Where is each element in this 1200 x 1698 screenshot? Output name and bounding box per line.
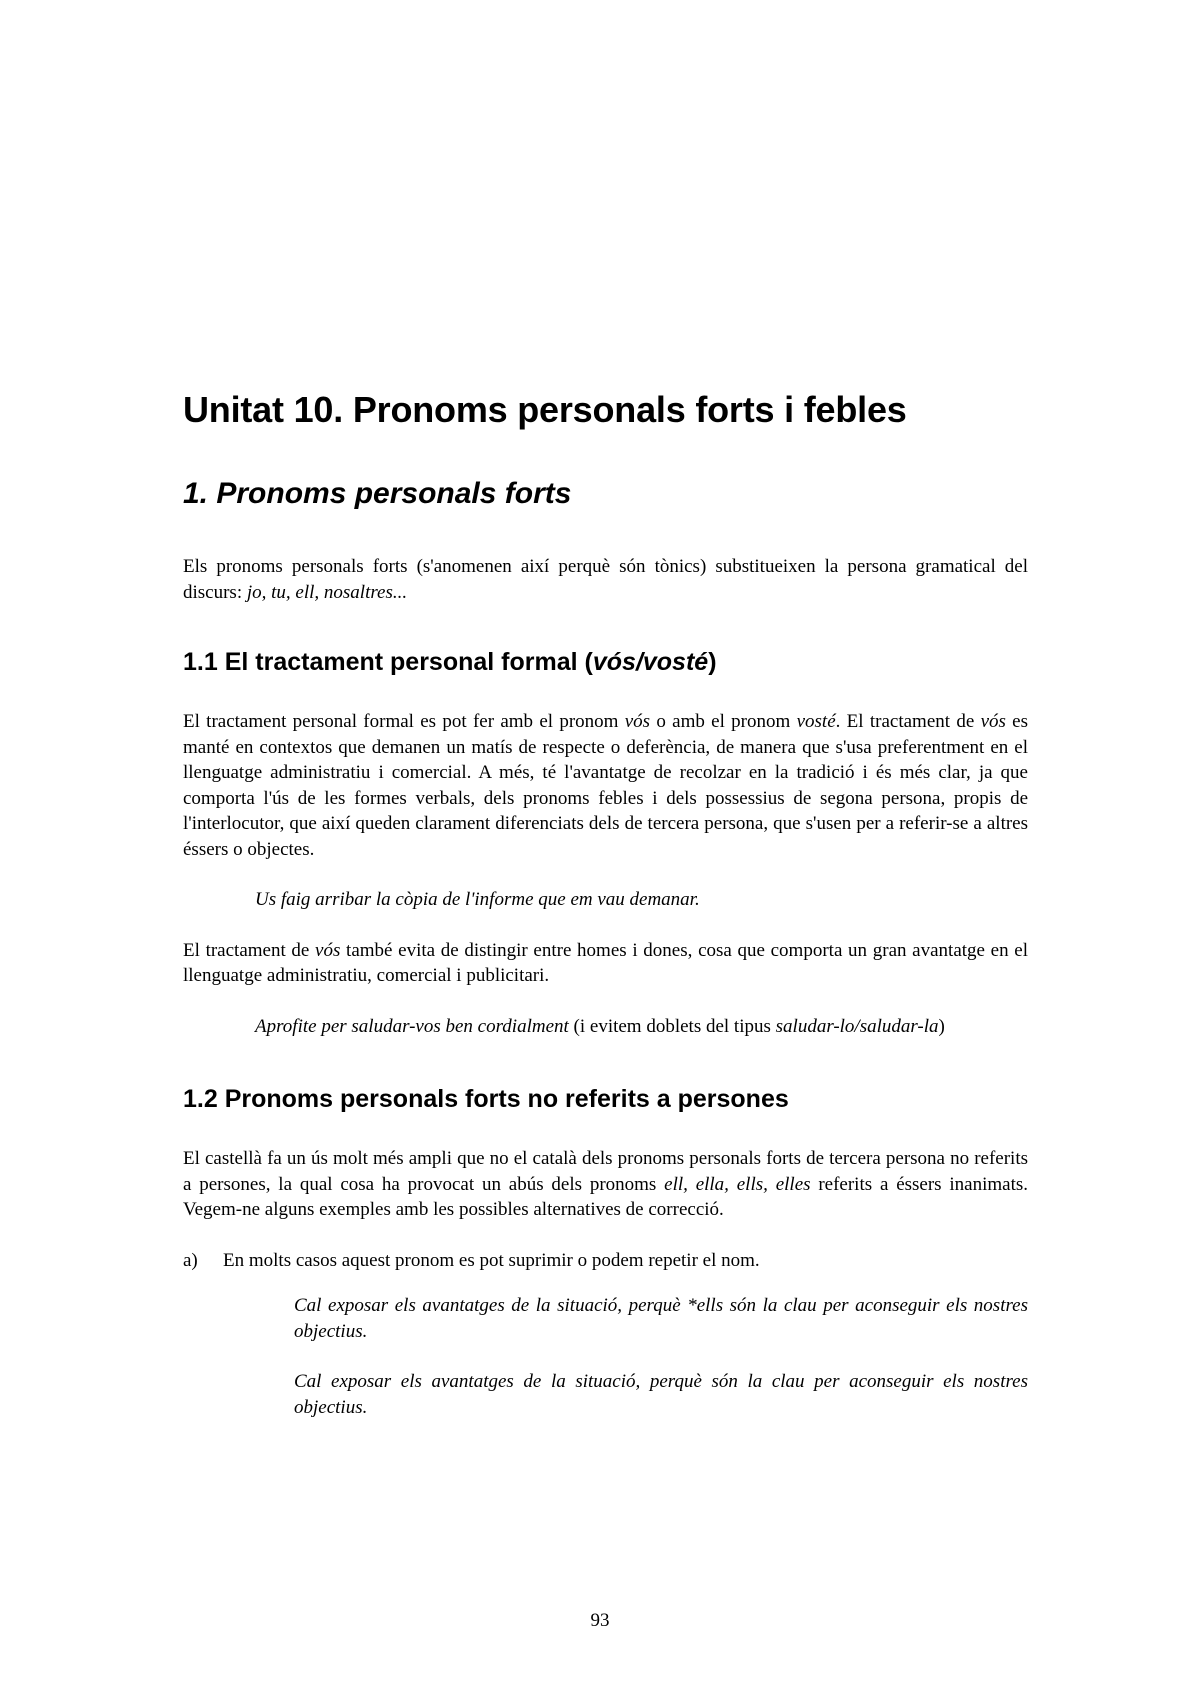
- example-1: Us faig arribar la còpia de l'informe que em vau demanar.: [255, 889, 700, 910]
- text-run-italic: vós: [315, 939, 341, 961]
- text-run: El castellà fa un ús molt més ampli que no el català dels pronoms personals forts de tercera persona no referits a persones, la qual cosa ha provocat un abús dels pronoms: [183, 1148, 1028, 1195]
- text-run-italic: saludar-lo/saludar-la: [775, 1015, 939, 1037]
- text-run: es manté en contextos que demanen un matís de respecte o deferència, de manera que s'usa preferentment en el llenguatge administratiu i comercial. A més, té l'avantatge de recolzar en la tradició i és més clar, ja que comporta l'ús de les formes verbals, dels pronoms febles i dels possessius de segona persona, propis de l'interlocutor, que així queden clarament diferenciats dels de tercera persona, que s'usen per a referir-se a altres éssers o objectes.: [183, 711, 1029, 860]
- list-item-a: [183, 1248, 1028, 1274]
- text-run: o amb el pronom: [650, 711, 797, 732]
- text-run-italic: ell, ella, ells, elles: [664, 1173, 811, 1195]
- example-2: [255, 1014, 1028, 1040]
- text-run-italic: Aprofite per saludar-vos ben cordialment: [255, 1015, 569, 1037]
- page-content: [183, 388, 1028, 1420]
- section-1-1-title-close: ): [708, 648, 717, 676]
- text-run: referits a éssers inanimats. Vegem-ne alguns exemples amb les possibles alternatives de correcció.: [183, 1173, 1029, 1220]
- section-1-2-paragraph-1: [183, 1146, 1028, 1223]
- text-run: El tractament de: [183, 939, 316, 961]
- page-number: 93: [590, 1610, 610, 1631]
- section-1-2-title: 1.2 Pronoms personals forts no referits a persones: [183, 1085, 789, 1113]
- text-run-italic: vós: [624, 711, 651, 732]
- section-1-title: 1. Pronoms personals forts: [183, 477, 572, 510]
- section-1-1-title: [183, 646, 1028, 678]
- example-wrong: Cal exposar els avantatges de la situació, perquè *ells són la clau per aconseguir els nostres objectius.: [294, 1295, 1028, 1342]
- unit-title: Unitat 10. Pronoms personals forts i febles: [183, 389, 907, 430]
- text-run: (i evitem doblets del tipus: [568, 1015, 776, 1037]
- section-1-1-paragraph-1: [183, 709, 1028, 862]
- list-item-text: En molts casos aquest pronom es pot suprimir o podem repetir el nom.: [223, 1249, 760, 1271]
- text-run: El tractament personal formal es pot fer amb el pronom: [183, 711, 625, 732]
- section-1-1-title-text: 1.1 El tractament personal formal (: [183, 648, 593, 676]
- section-1-intro: [183, 554, 1028, 605]
- example-right: Cal exposar els avantatges de la situació, perquè són la clau per aconseguir els nostres objectius.: [294, 1371, 1028, 1418]
- intro-examples: jo, tu, ell, nosaltres...: [246, 581, 408, 603]
- list-marker: a): [183, 1249, 198, 1271]
- text-run: . El tractament de: [835, 711, 981, 732]
- text-run-italic: vós: [980, 711, 1006, 732]
- text-run: ): [938, 1015, 945, 1037]
- text-run-italic: vosté: [796, 711, 836, 732]
- section-1-1-paragraph-2: [183, 938, 1028, 989]
- intro-text: Els pronoms personals forts (s'anomenen així perquè són tònics) substitueixen la persona gramatical del discurs:: [183, 556, 1028, 603]
- section-1-1-title-italic: vós/vosté: [592, 648, 709, 676]
- text-run: també evita de distingir entre homes i dones, cosa que comporta un gran avantatge en el llenguatge administratiu, comercial i publicitari.: [183, 939, 1028, 986]
